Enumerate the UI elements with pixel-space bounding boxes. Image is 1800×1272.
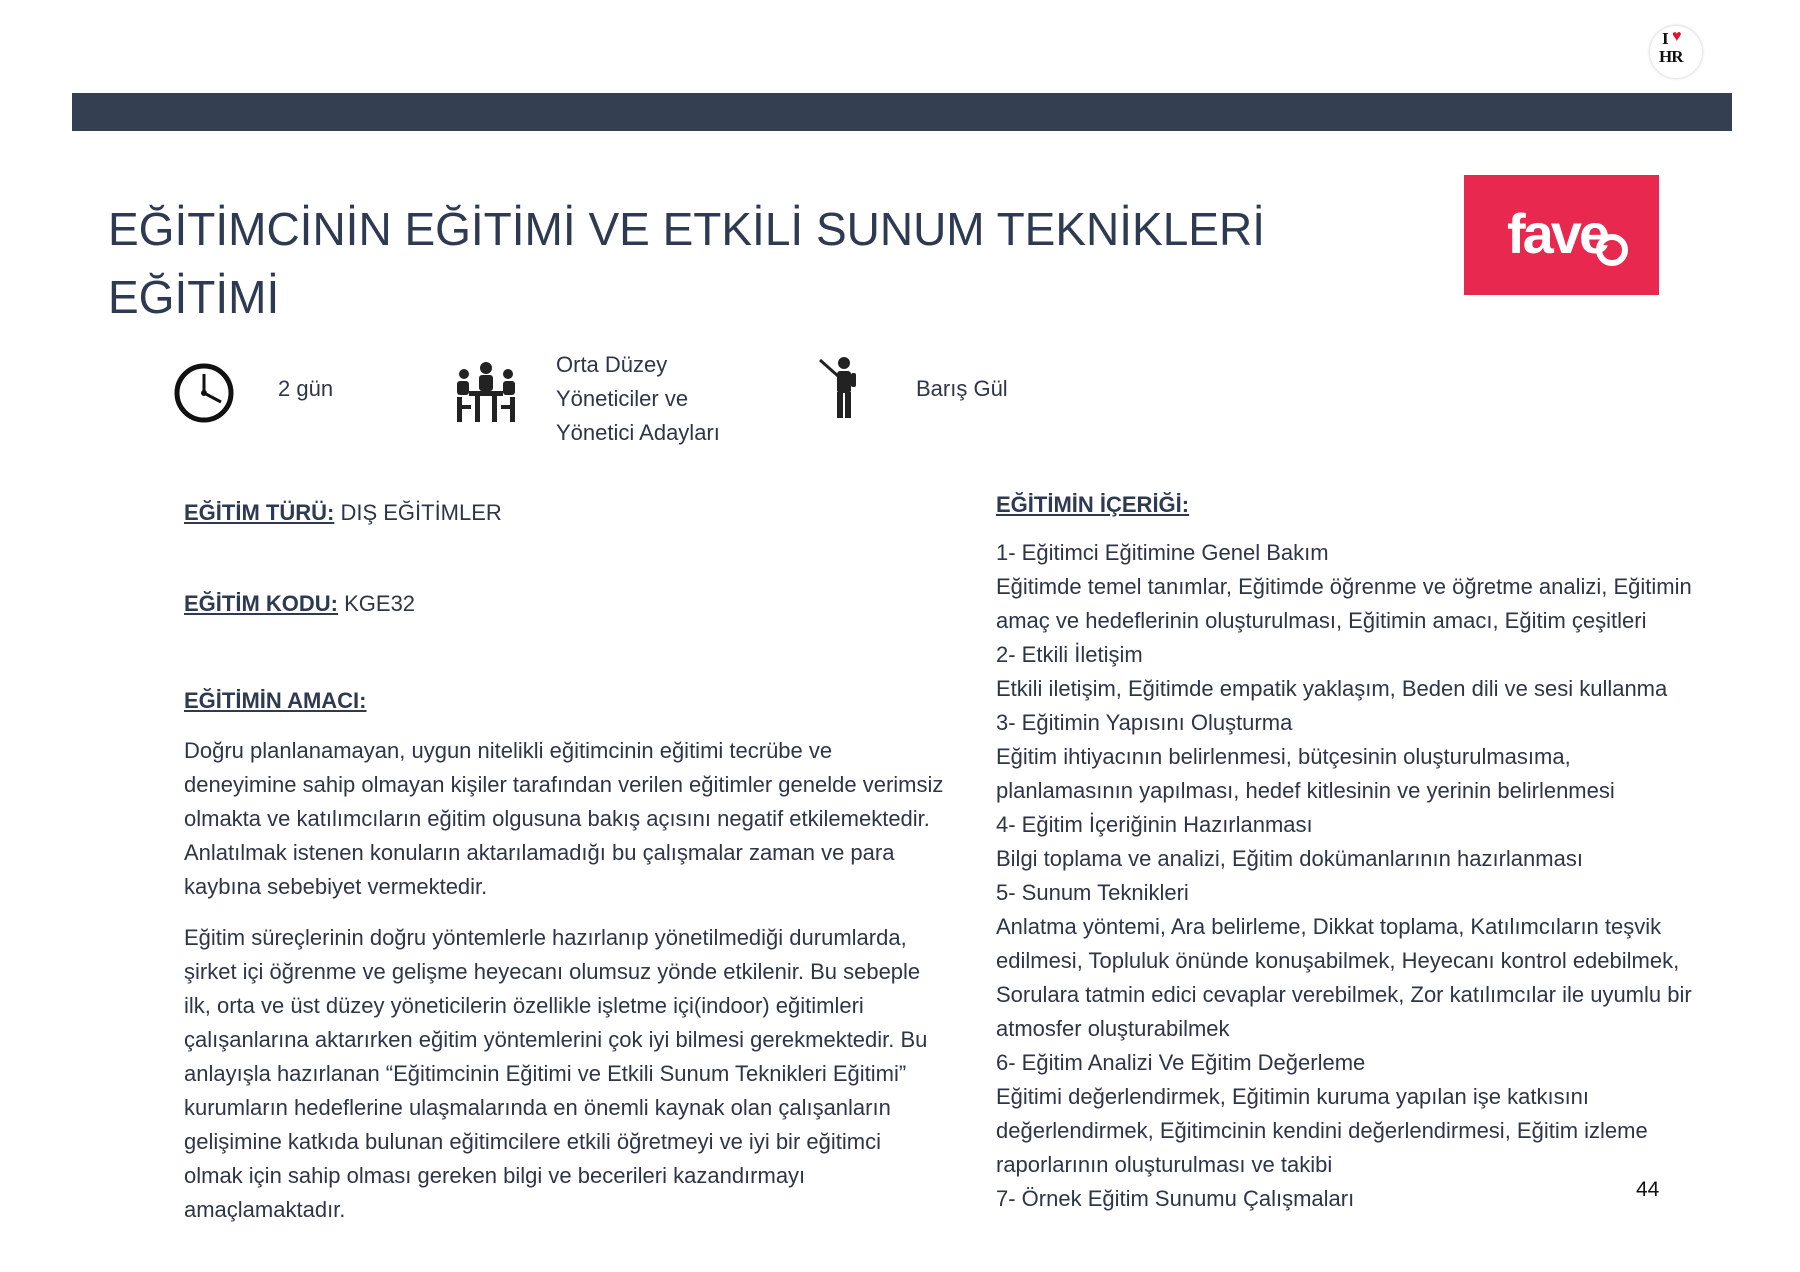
page-number: 44 (1636, 1178, 1660, 1201)
training-type (184, 498, 502, 528)
content-line: 1- Eğitimci Eğitimine Genel Bakım (996, 540, 1329, 565)
logo-hr: HR (1659, 47, 1683, 66)
content-list (996, 536, 1776, 1216)
content-line: 6- Eğitim Analizi Ve Eğitim Değerleme (996, 1050, 1366, 1075)
content-heading (996, 490, 1189, 520)
content-line: Etkili iletişim, Eğitimde empatik yaklaşım, Beden dili ve sesi kullanma (996, 676, 1668, 701)
audience-line: Orta Düzey (556, 352, 668, 377)
content-line: edilmesi, Topluluk önünde konuşabilmek, Heyecanı kontrol edebilmek, (996, 948, 1680, 973)
duration-text: 2 gün (278, 376, 334, 401)
content-line: raporlarının oluşturulması ve takibi (996, 1152, 1333, 1177)
content-line: Eğitimi değerlendirmek, Eğitimin kuruma yapılan işe katkısını (996, 1084, 1590, 1109)
training-code-value: KGE32 (338, 591, 416, 616)
ihr-logo (1650, 26, 1702, 78)
fave-logo-mark (1464, 175, 1659, 295)
header-bar (72, 93, 1732, 131)
audience-text (556, 348, 720, 450)
page-title: EĞİTİMCİNİN EĞİTİMİ VE ETKİLİ SUNUM TEKNİKLERİ EĞİTİMİ (108, 203, 1265, 323)
presenter-icon (818, 356, 858, 420)
content-line: Sorulara tatmin edici cevaplar verebilmek, Zor katılımcılar ile uyumlu bir (996, 982, 1692, 1007)
purpose-heading (184, 686, 367, 716)
content-line: 2- Etkili İletişim (996, 642, 1143, 667)
training-code (184, 589, 415, 619)
content-line: Bilgi toplama ve analizi, Eğitim dokümanlarının hazırlanması (996, 846, 1583, 871)
content-line: Eğitim ihtiyacının belirlenmesi, bütçesinin oluşturulmasıma, (996, 744, 1571, 769)
content-line: Anlatma yöntemi, Ara belirleme, Dikkat toplama, Katılımcıların teşvik (996, 914, 1662, 939)
purpose-label: EĞİTİMİN AMACI: (184, 688, 367, 713)
content-line: değerlendirmek, Eğitimcinin kendini değerlendirmesi, Eğitim izleme (996, 1118, 1648, 1143)
heart-icon: ♥ (1672, 28, 1682, 45)
content-line: 4- Eğitim İçeriğinin Hazırlanması (996, 812, 1313, 837)
fave-logo-text: fave (1507, 202, 1608, 265)
fave-logo (1464, 175, 1659, 295)
content-line: planlamasının yapılması, hedef kitlesinin ve yerinin belirlenmesi (996, 778, 1615, 803)
training-type-value: DIŞ EĞİTİMLER (334, 500, 502, 525)
purpose-paragraph-1: Doğru planlanamayan, uygun nitelikli eğitimcinin eğitimi tecrübe ve deneyimine sahip olmayan kişiler tarafından verilen eğitimler genelde verimsiz olmakta ve katılımcıların eğitim olgusuna bakış açısını negatif etkilemektedir. Anlatılmak istenen konuların aktarılamadığı bu çalışmalar zaman ve para kaybına sebebiyet vermektedir. (184, 738, 944, 899)
audience-line: Yöneticiler ve (556, 386, 689, 411)
content-line: 7- Örnek Eğitim Sunumu Çalışmaları (996, 1186, 1355, 1211)
training-type-label: EĞİTİM TÜRÜ: (184, 500, 335, 525)
audience-line: Yönetici Adayları (556, 420, 720, 445)
purpose-paragraph-2: Eğitim süreçlerinin doğru yöntemlerle hazırlanıp yönetilmediği durumlarda, şirket içi öğrenme ve gelişme heyecanı olumsuz yönde etkilenir. Bu sebeple ilk, orta ve üst düzey yöneticilerin özellikle işletme içi(indoor) eğitimleri çalışanlarına aktarırken eğitim yöntemlerini çok iyi bilmesi gerekmektedir. Bu anlayışla hazırlanan “Eğitimcinin Eğitimi ve Etkili Sunum Teknikleri Eğitimi” kurumların hedeflerine ulaşmalarında en önemli kaynak olan çalışanların gelişimine katkıda bulunan eğitimcilere etkili öğretmeyi ve iyi bir eğitimci olmak için sahip olması gereken bilgi ve becerileri kazandırmayı amaçlamaktadır. (184, 925, 928, 1222)
content-label: EĞİTİMİN İÇERİĞİ: (996, 492, 1190, 517)
trainer-text: Barış Gül (916, 376, 1008, 401)
meeting-icon (453, 360, 519, 426)
logo-i: I (1662, 29, 1669, 48)
content-line: 3- Eğitimin Yapısını Oluşturma (996, 710, 1293, 735)
content-line: Eğitimde temel tanımlar, Eğitimde öğrenme ve öğretme analizi, Eğitimin (996, 574, 1692, 599)
content-line: atmosfer oluşturabilmek (996, 1016, 1230, 1041)
training-code-label: EĞİTİM KODU: (184, 591, 338, 616)
clock-icon (173, 362, 235, 424)
content-line: amaç ve hedeflerinin oluşturulması, Eğitimin amacı, Eğitim çeşitleri (996, 608, 1647, 633)
content-line: 5- Sunum Teknikleri (996, 880, 1189, 905)
